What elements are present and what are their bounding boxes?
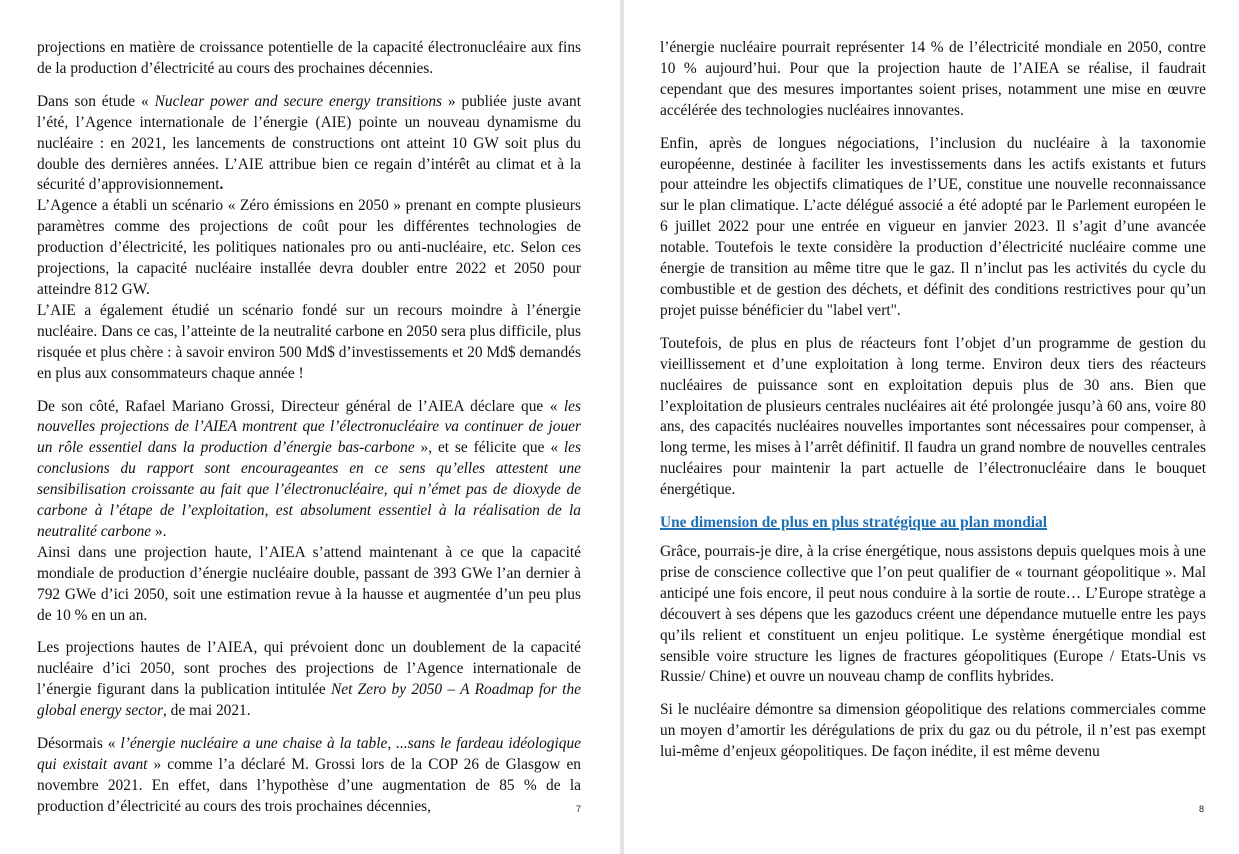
page-number: 8	[1199, 804, 1205, 814]
paragraph	[660, 134, 1206, 322]
text-segment: De son côté, Rafael Mariano Grossi, Directeur général de l’AIEA déclare que «	[37, 397, 564, 415]
paragraph	[37, 92, 581, 197]
paragraph	[660, 542, 1206, 688]
paragraph	[37, 301, 581, 385]
page-number: 7	[576, 804, 582, 814]
text-segment: , de mai 2021.	[162, 702, 251, 720]
paragraph	[37, 543, 581, 627]
paragraph	[660, 38, 1206, 122]
text-segment: Les projections hautes de l’AIEA, qui prévoient donc un doublement de la capacité nucléaire d’ici 2050, sont proches des projections de l’Agence internationale de l’énergie figurant dans la publication intitulée	[37, 639, 581, 699]
text-segment: Grâce, pourrais-je dire, à la crise énergétique, nous assistons depuis quelques mois à une prise de conscience collective que l’on peut qualifier de « tournant géopolitique ». Mal anticipé une fois encore, il peut nous conduire à la sortie de route… L’Europe stratège a découvert à ses dépens que les gazoducs créent une dépendance mutuelle entre les pays qu’ils relient et constituent un enjeu politique. Le système énergétique mondial est sensible voire structure les lignes de fractures géopolitiques (Europe / Etats-Unis vs Russie/ Chine) et ouvre un nouveau champ de conflits hybrides.	[660, 543, 1206, 686]
text-segment: Ainsi dans une projection haute, l’AIEA s’attend maintenant à ce que la capacité mondiale de production d’énergie nucléaire double, passant de 393 GWe l’an dernier à 792 GWe d’ici 2050, soit une estimation revue à la hausse et augmentée d’un peu plus de 10 % en un an.	[37, 543, 581, 624]
italic-text: les conclusions du rapport sont encourageantes en ce sens qu’elles attestent une sensibilisation croissante au fait que l’électronucléaire, qui n’émet pas de dioxyde de carbone à l’étape de l’exploitation, est absolument essentiel à la réalisation de la neutralité carbone	[37, 439, 581, 540]
text-segment: projections en matière de croissance potentielle de la capacité électronucléaire aux fins de la production d’électricité au cours des prochaines décennies.	[37, 39, 581, 77]
page-8	[624, 0, 1239, 854]
text-segment: l’énergie nucléaire pourrait représenter 14 % de l’électricité mondiale en 2050, contre 10 % aujourd’hui. Pour que la projection haute de l’AIEA se réalise, il faudrait cependant que des mesures importantes soient prises, notamment une mise en œuvre accélérée des technologies nucléaires innovantes.	[660, 39, 1206, 119]
paragraph	[37, 38, 581, 80]
quote-paragraph	[37, 397, 581, 543]
text-segment: », et se félicite que «	[414, 439, 564, 457]
page-7-body	[37, 38, 581, 818]
text-segment: Enfin, après de longues négociations, l’inclusion du nucléaire à la taxonomie européenne, destinée à faciliter les investissements dans les actifs existants et futurs pour atteindre les objectifs climatiques de l’UE, constitue une nouvelle reconnaissance sur le plan climatique. L’acte délégué associé a été adopté par le Parlement européen le 6 juillet 2022 pour une entrée en vigueur en janvier 2023. Il s’agit d’une avancée notable. Toutefois le texte considère la production d’électricité nucléaire comme une énergie de transition au même titre que le gaz. Il n’inclut pas les activités du cycle du combustible et de gestion des déchets, et définit des conditions restrictives pour qu’un projet puisse bénéficier du "label vert".	[660, 134, 1206, 319]
text-segment: » publiée juste avant l’été, l’Agence internationale de l’énergie (AIE) pointe un nouveau dynamisme du nucléaire : en 2021, les lancements de constructions ont atteint 10 GW soit plus du double des dernières années. L’AIE attribue bien ce regain d’intérêt au climat et à la sécurité d’approvisionnement	[37, 92, 581, 194]
text-segment: Dans son étude «	[37, 92, 155, 110]
italic-text: Nuclear power and secure energy transitions	[154, 92, 443, 110]
paragraph	[660, 700, 1206, 763]
paragraph	[660, 334, 1206, 501]
italic-text: Net Zero by 2050 – A Roadmap for the global energy sector	[37, 681, 581, 720]
text-segment: Désormais «	[37, 735, 121, 753]
text-segment: Toutefois, de plus en plus de réacteurs font l’objet d’un programme de gestion du vieillissement et d’une exploitation à long terme. Environ deux tiers des réacteurs nucléaires de puissance sont en exploitation depuis plus de 30 ans. Bien que l’exploitation de plusieurs centrales nucléaires ait été prolongée jusqu’à 60 ans, voire 80 ans, des capacités nucléaires nouvelles importantes sont nécessaires pour compenser, à long terme, les mises à l’arrêt définitif. Il faudra un grand nombre de nouvelles centrales nucléaires pour maintenir la part actuelle de l’électronucléaire dans le bouquet énergétique.	[660, 334, 1206, 499]
text-segment: L’Agence a établi un scénario « Zéro émissions en 2050 » prenant en compte plusieurs paramètres comme des projections de coût pour les différentes technologies de production d’électricité, les politiques nationales pro ou anti-nucléaire, etc. Selon ces projections, la capacité nucléaire installée devra doubler entre 2022 et 2050 pour atteindre 812 GW.	[37, 197, 581, 298]
italic-text: les nouvelles projections de l’AIEA montrent que l’électronucléaire va continuer de jouer un rôle essentiel dans la production d’énergie bas-carbone	[37, 397, 581, 457]
paragraph	[37, 196, 581, 301]
text-segment: Si le nucléaire démontre sa dimension géopolitique des relations commerciales comme un moyen d’amortir les dérégulations de prix du gaz ou du pétrole, il n’est pas exempt lui-même d’enjeux géopolitiques. De façon inédite, il est même devenu	[660, 701, 1206, 761]
text-segment: ».	[151, 522, 167, 540]
page-8-body	[660, 38, 1206, 763]
text-segment: L’AIE a également étudié un scénario fondé sur un recours moindre à l’énergie nucléaire. Dans ce cas, l’atteinte de la neutralité carbone en 2050 sera plus difficile, plus risquée et plus chère : à savoir environ 500 Md$ d’investissements et 20 Md$ demandés en plus aux consommateurs chaque année !	[37, 301, 581, 382]
paragraph	[37, 734, 581, 818]
paragraph	[37, 638, 581, 722]
text-segment: .	[219, 176, 224, 194]
text-segment: » comme l’a déclaré M. Grossi lors de la COP 26 de Glasgow en novembre 2021. En effet, dans l’hypothèse d’une augmentation de 85 % de la production d’électricité au cours des trois prochaines décennies,	[37, 756, 581, 815]
italic-text: l’énergie nucléaire a une chaise à la table, ...sans le fardeau idéologique qui existait avant	[37, 735, 581, 773]
section-heading: Une dimension de plus en plus stratégique au plan mondial	[660, 514, 1047, 532]
